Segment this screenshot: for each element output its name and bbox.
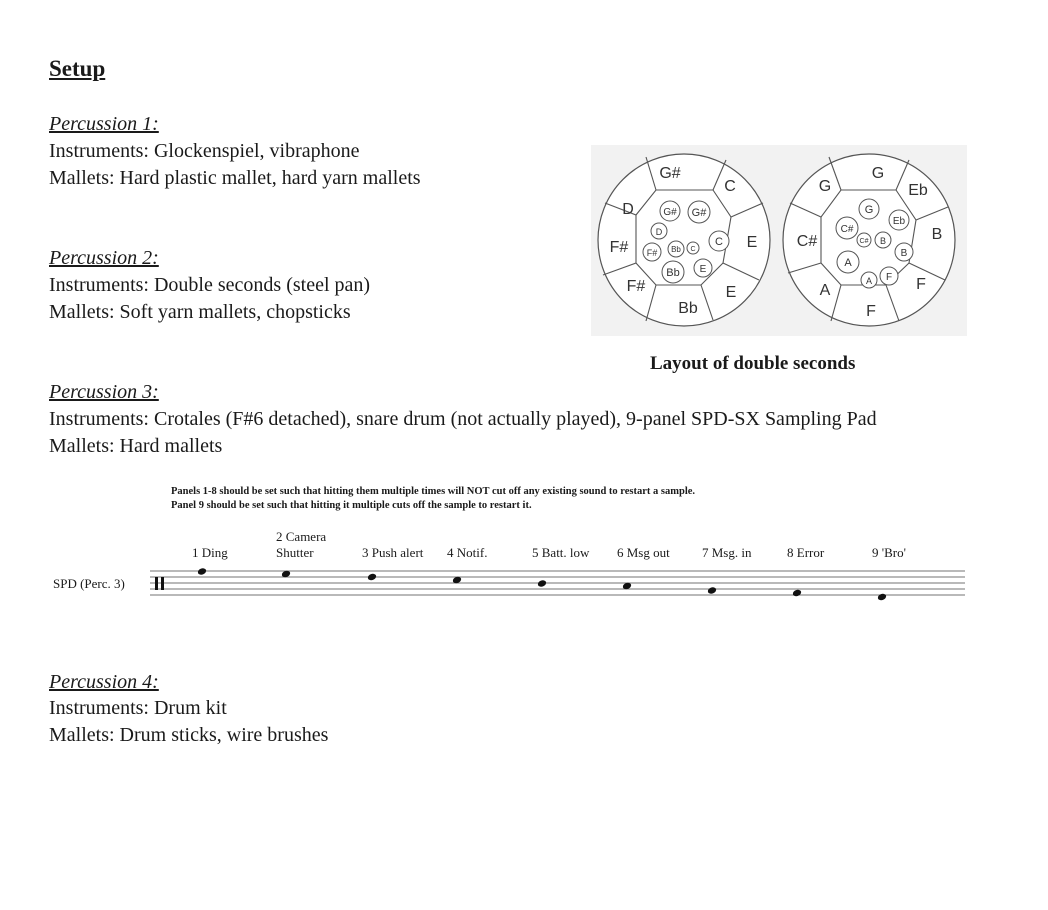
left-inner-4: F# — [646, 248, 658, 258]
panel-label-9: 9 'Bro' — [872, 545, 906, 560]
percussion-4-mallets: Mallets: Drum sticks, wire brushes — [49, 724, 329, 746]
right-outer-1: Eb — [908, 182, 928, 199]
spd-note-1: Panels 1-8 should be set such that hitting them multiple times will NOT cut off any existing sound to restart a sample. — [171, 486, 696, 497]
right-outer-0: G — [871, 165, 885, 182]
percussion-1-instruments: Instruments: Glockenspiel, vibraphone — [49, 140, 360, 162]
right-outer-3: F — [916, 276, 926, 293]
left-inner-2: D — [655, 227, 663, 237]
right-inner-3: C# — [859, 238, 869, 245]
panel-label-1: 1 Ding — [192, 545, 228, 560]
left-inner-1: G# — [691, 207, 707, 219]
right-outer-2: B — [931, 226, 943, 243]
percussion-2-instruments: Instruments: Double seconds (steel pan) — [49, 274, 371, 296]
panel-label-2-line1: 2 Camera — [276, 529, 327, 544]
panel-label-7: 7 Msg. in — [702, 545, 752, 560]
percussion-3-instruments: Instruments: Crotales (F#6 detached), snare drum (not actually played), 9-panel SPD-SX Sampling Pad — [49, 408, 877, 430]
right-inner-0: G — [864, 204, 874, 216]
right-inner-1: Eb — [892, 216, 906, 227]
notehead-7 — [707, 586, 717, 595]
spd-staff — [145, 560, 970, 605]
figure-caption: Layout of double seconds — [650, 353, 856, 374]
percussion-4-instruments: Instruments: Drum kit — [49, 697, 227, 719]
percussion-1-mallets: Mallets: Hard plastic mallet, hard yarn mallets — [49, 167, 421, 189]
percussion-2-heading: Percussion 2: — [49, 247, 159, 269]
left-inner-5: Bb — [671, 245, 681, 254]
percussion-3-heading: Percussion 3: — [49, 381, 159, 403]
percussion-2-mallets: Mallets: Soft yarn mallets, chopsticks — [49, 301, 351, 323]
notehead-8 — [792, 589, 802, 598]
left-outer-5: F# — [626, 278, 646, 295]
panel-label-6: 6 Msg out — [617, 545, 670, 560]
staff-label: SPD (Perc. 3) — [53, 576, 125, 591]
left-inner-0: G# — [663, 207, 677, 218]
left-outer-0: G# — [659, 165, 681, 182]
right-inner-2: C# — [840, 224, 854, 235]
panel-label-3: 3 Push alert — [362, 545, 424, 560]
left-outer-4: Bb — [678, 300, 698, 317]
left-outer-2: E — [746, 234, 758, 251]
panel-label-8: 8 Error — [787, 545, 825, 560]
percussion-4-heading: Percussion 4: — [49, 671, 159, 693]
left-inner-7: E — [699, 264, 707, 275]
left-outer-6: F# — [609, 239, 629, 256]
right-outer-7: G — [818, 178, 832, 195]
notehead-3 — [367, 573, 377, 582]
right-inner-6: A — [844, 257, 852, 269]
panel-label-5: 5 Batt. low — [532, 545, 590, 560]
right-inner-4: B — [879, 236, 887, 246]
right-inner-7: A — [865, 276, 873, 286]
right-inner-5: B — [900, 248, 908, 259]
right-outer-6: C# — [796, 233, 818, 250]
left-inner-6: C — [690, 246, 696, 253]
left-outer-7: D — [622, 201, 634, 218]
percussion-1-heading: Percussion 1: — [49, 113, 159, 135]
panel-label-2: Shutter — [276, 545, 314, 560]
double-seconds-diagram — [591, 145, 967, 336]
percussion-clef — [155, 577, 164, 590]
left-outer-1: C — [724, 178, 736, 195]
page-title: Setup — [49, 56, 106, 81]
notehead-5 — [537, 579, 547, 588]
notehead-9 — [877, 593, 887, 602]
notehead-1 — [197, 567, 207, 576]
percussion-3-mallets: Mallets: Hard mallets — [49, 435, 223, 457]
panel-label-4: 4 Notif. — [447, 545, 488, 560]
left-inner-8: Bb — [666, 267, 680, 279]
left-outer-3: E — [725, 284, 737, 301]
spd-note-2: Panel 9 should be set such that hitting it multiple cuts off the sample to restart it. — [171, 500, 532, 511]
right-inner-8: F — [885, 272, 893, 283]
right-outer-5: A — [819, 282, 831, 299]
left-inner-3: C — [715, 236, 723, 248]
right-outer-4: F — [866, 303, 876, 320]
